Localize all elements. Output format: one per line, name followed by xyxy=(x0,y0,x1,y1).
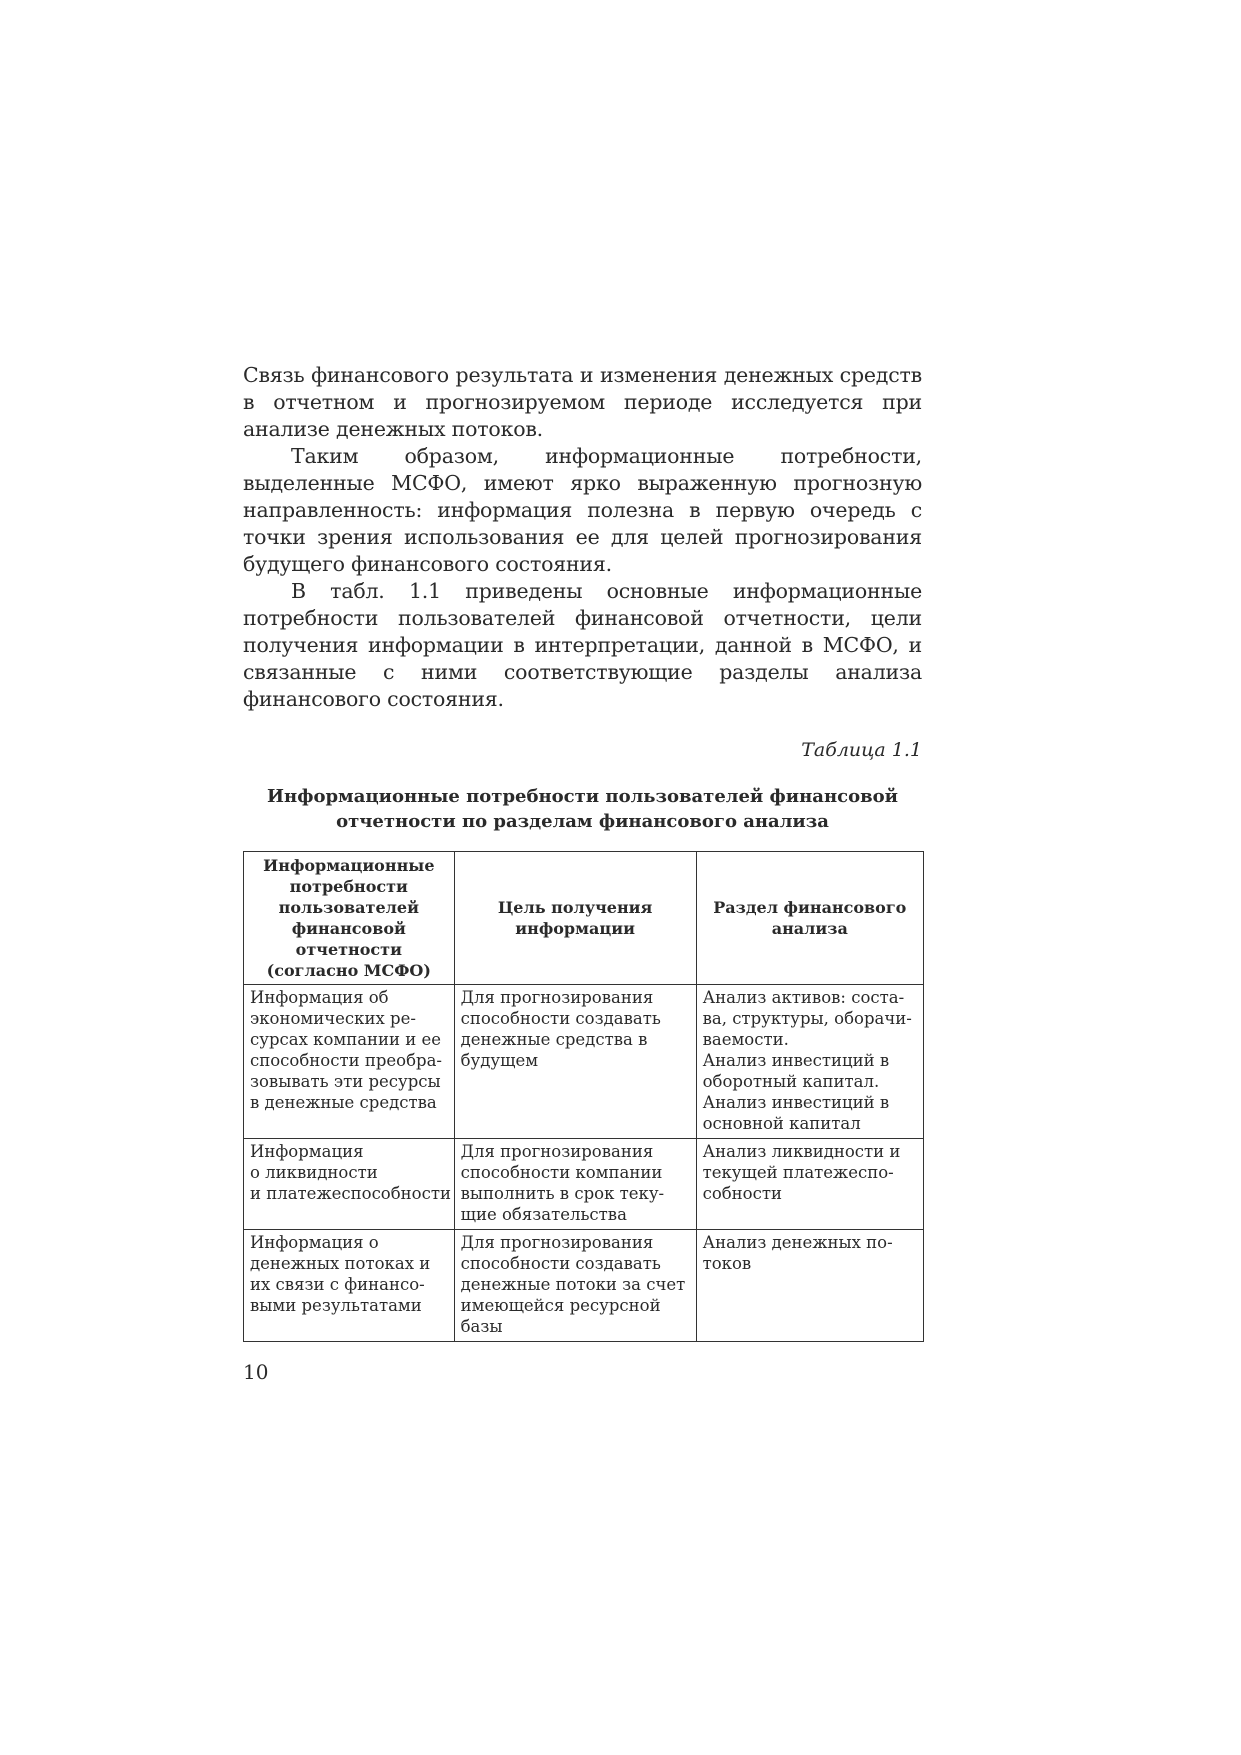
cell-line: Для прогнозирования xyxy=(460,988,654,1007)
cell-line: выполнить в срок теку- xyxy=(460,1184,665,1203)
cell-line: потребности xyxy=(289,877,408,896)
cell-line: их связи с финансо- xyxy=(250,1275,425,1294)
cell-line: оборотный капитал. xyxy=(702,1072,880,1091)
cell-line: отчетности xyxy=(295,940,402,959)
cell-line: денежные средства в xyxy=(460,1030,648,1049)
cell-line: имеющейся ресурсной xyxy=(460,1296,661,1315)
table-title xyxy=(243,784,922,834)
table-row xyxy=(244,1230,924,1342)
paragraph: Таким образом, информационные потребности, выделенные МСФО, имеют ярко выраженную прогнозную направленность: информация полезна в первую очередь с точки зрения использования ее для целей прогнозирования будущего финансового состояния. xyxy=(243,444,922,576)
cell-line: денежных потоках и xyxy=(250,1254,431,1273)
header-cell-info-needs xyxy=(244,852,455,985)
cell-line: Анализ ликвидности и xyxy=(702,1142,901,1161)
table-cell xyxy=(244,1230,455,1342)
table-cell xyxy=(454,985,696,1139)
table-header-row xyxy=(244,852,924,985)
cell-line: Цель получения xyxy=(497,898,653,917)
cell-line: Анализ активов: соста- xyxy=(702,988,905,1007)
table-cell xyxy=(244,985,455,1139)
table-title-line: Информационные потребности пользователей финансовой xyxy=(267,786,898,807)
cell-line: выми результатами xyxy=(250,1296,422,1315)
cell-line: анализа xyxy=(771,919,848,938)
header-cell-analysis-section xyxy=(696,852,923,985)
table-cell xyxy=(454,1230,696,1342)
table-cell xyxy=(244,1139,455,1230)
cell-line: Информация о xyxy=(250,1233,379,1252)
table-row xyxy=(244,985,924,1139)
paragraph: В табл. 1.1 приведены основные информационные потребности пользователей финансовой отчетности, цели получения информации в интерпретации, данной в МСФО, и связанные с ними соответствующие разделы анализа финансового состояния. xyxy=(243,579,922,711)
cell-line: щие обязательства xyxy=(460,1205,627,1224)
cell-line: токов xyxy=(702,1254,752,1273)
body-text xyxy=(243,362,922,713)
cell-line: Для прогнозирования xyxy=(460,1142,654,1161)
cell-line: способности создавать xyxy=(460,1009,661,1028)
cell-line: зовывать эти ресурсы xyxy=(250,1072,441,1091)
table-cell xyxy=(696,1230,923,1342)
table-title-line: отчетности по разделам финансового анализа xyxy=(336,811,829,832)
cell-line: Анализ денежных по- xyxy=(702,1233,893,1252)
cell-line: способности создавать xyxy=(460,1254,661,1273)
cell-line: о ликвидности xyxy=(250,1163,378,1182)
cell-line: (согласно МСФО) xyxy=(266,961,431,980)
table-cell xyxy=(454,1139,696,1230)
table-row xyxy=(244,1139,924,1230)
cell-line: сурсах компании и ее xyxy=(250,1030,442,1049)
cell-line: ва, структуры, оборачи- xyxy=(702,1009,912,1028)
page-content xyxy=(243,362,922,1342)
cell-line: Для прогнозирования xyxy=(460,1233,654,1252)
cell-line: Информационные xyxy=(263,856,435,875)
cell-line: экономических ре- xyxy=(250,1009,416,1028)
cell-line: в денежные средства xyxy=(250,1093,437,1112)
cell-line: способности преобра- xyxy=(250,1051,442,1070)
cell-line: способности компании xyxy=(460,1163,663,1182)
cell-line: ваемости. xyxy=(702,1030,789,1049)
cell-line: базы xyxy=(460,1317,503,1336)
cell-line: финансовой xyxy=(291,919,406,938)
cell-line: Анализ инвестиций в xyxy=(702,1051,890,1070)
page-number: 10 xyxy=(243,1360,269,1384)
table-cell xyxy=(696,985,923,1139)
cell-line: текущей платежеспо- xyxy=(702,1163,894,1182)
cell-line: собности xyxy=(702,1184,782,1203)
cell-line: будущем xyxy=(460,1051,539,1070)
header-cell-purpose xyxy=(454,852,696,985)
cell-line: и платежеспособности xyxy=(250,1184,451,1203)
paragraph: Связь финансового результата и изменения денежных средств в отчетном и прогнозируемом периоде исследуется при анализе денежных потоков. xyxy=(243,363,922,441)
cell-line: Анализ инвестиций в xyxy=(702,1093,890,1112)
table-cell xyxy=(696,1139,923,1230)
info-needs-table xyxy=(243,851,924,1342)
cell-line: пользователей xyxy=(278,898,419,917)
cell-line: основной капитал xyxy=(702,1114,861,1133)
cell-line: информации xyxy=(515,919,635,938)
table-label: Таблица 1.1 xyxy=(801,739,922,761)
cell-line: Информация xyxy=(250,1142,364,1161)
cell-line: Информация об xyxy=(250,988,389,1007)
cell-line: Раздел финансового xyxy=(713,898,907,917)
cell-line: денежные потоки за счет xyxy=(460,1275,686,1294)
